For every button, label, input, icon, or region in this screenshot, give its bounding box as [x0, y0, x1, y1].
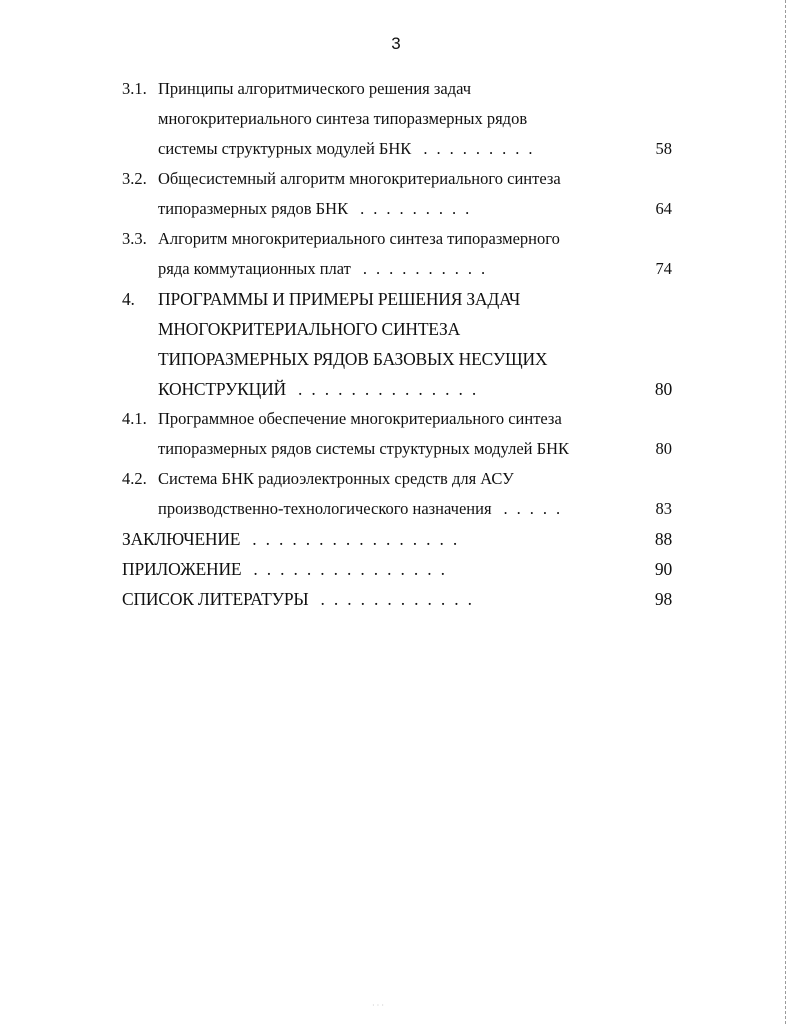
toc-item-title: Общесистемный алгоритм многокритериального синтеза [158, 169, 561, 188]
toc-page-number: 83 [655, 499, 672, 518]
toc-item-title: Программное обеспечение многокритериального синтеза [158, 409, 562, 428]
leader-dots: .......... [362, 259, 495, 278]
toc-item-number: 3.2. [122, 169, 147, 188]
toc-page-number: 98 [654, 589, 672, 609]
toc-item-number: 4.1. [122, 409, 147, 428]
toc-page-number: 64 [655, 199, 672, 218]
toc-page-number: 90 [654, 559, 672, 579]
toc-line [0, 164, 792, 194]
toc-item-title: производственно-технологического назначения [158, 499, 492, 518]
toc-item-title: Система БНК радиоэлектронных средств для АСУ [158, 469, 514, 488]
toc-item-title: ПРИЛОЖЕНИЕ [122, 559, 242, 579]
toc-line [0, 344, 792, 374]
leader-dots: ......... [423, 139, 542, 158]
toc-line [0, 314, 792, 344]
toc-line [0, 434, 792, 464]
toc-item-title: типоразмерных рядов БНК [158, 199, 349, 218]
leader-dots: ..... [503, 499, 570, 518]
toc-item-title: Алгоритм многокритериального синтеза типоразмерного [158, 229, 560, 248]
toc-line [0, 584, 792, 614]
toc-item-title: ряда коммутационных плат [158, 259, 351, 278]
toc-line [0, 524, 792, 554]
toc-item-number: 4.2. [122, 469, 147, 488]
toc-line [0, 404, 792, 434]
leader-dots: ............... [253, 559, 455, 579]
leader-dots: ............ [320, 589, 481, 609]
toc-item-title: КОНСТРУКЦИЙ [158, 379, 286, 399]
toc-item-title: ЗАКЛЮЧЕНИЕ [122, 529, 241, 549]
toc-item-number: 3.3. [122, 229, 147, 248]
toc-page-number: 88 [654, 529, 672, 549]
table-of-contents [0, 74, 792, 614]
toc-line [0, 104, 792, 134]
scan-speck: · · · [372, 1001, 384, 1010]
toc-line [0, 284, 792, 314]
toc-item-number: 3.1. [122, 79, 147, 98]
toc-line [0, 254, 792, 284]
toc-line [0, 374, 792, 404]
toc-line [0, 194, 792, 224]
page-number: 3 [391, 34, 401, 53]
toc-line [0, 74, 792, 104]
toc-item-title: ТИПОРАЗМЕРНЫХ РЯДОВ БАЗОВЫХ НЕСУЩИХ [158, 349, 548, 369]
toc-item-title: МНОГОКРИТЕРИАЛЬНОГО СИНТЕЗА [158, 319, 461, 339]
toc-line [0, 554, 792, 584]
toc-item-title: системы структурных модулей БНК [158, 139, 412, 158]
toc-page-number: 58 [655, 139, 672, 158]
toc-line [0, 494, 792, 524]
leader-dots: .............. [297, 379, 486, 399]
toc-page-number: 80 [655, 439, 672, 458]
leader-dots: ......... [360, 199, 479, 218]
toc-item-title: типоразмерных рядов системы структурных модулей БНК [158, 439, 569, 458]
leader-dots: ................ [252, 529, 467, 549]
toc-line [0, 224, 792, 254]
toc-page-number: 74 [655, 259, 672, 278]
toc-page-number: 80 [654, 379, 672, 399]
toc-item-number: 4. [122, 289, 135, 309]
toc-item-title: многокритериального синтеза типоразмерных рядов [158, 109, 528, 128]
toc-line [0, 134, 792, 164]
toc-item-title: СПИСОК ЛИТЕРАТУРЫ [122, 589, 309, 609]
toc-item-title: Принципы алгоритмического решения задач [158, 79, 472, 98]
toc-line [0, 464, 792, 494]
toc-item-title: ПРОГРАММЫ И ПРИМЕРЫ РЕШЕНИЯ ЗАДАЧ [158, 289, 521, 309]
